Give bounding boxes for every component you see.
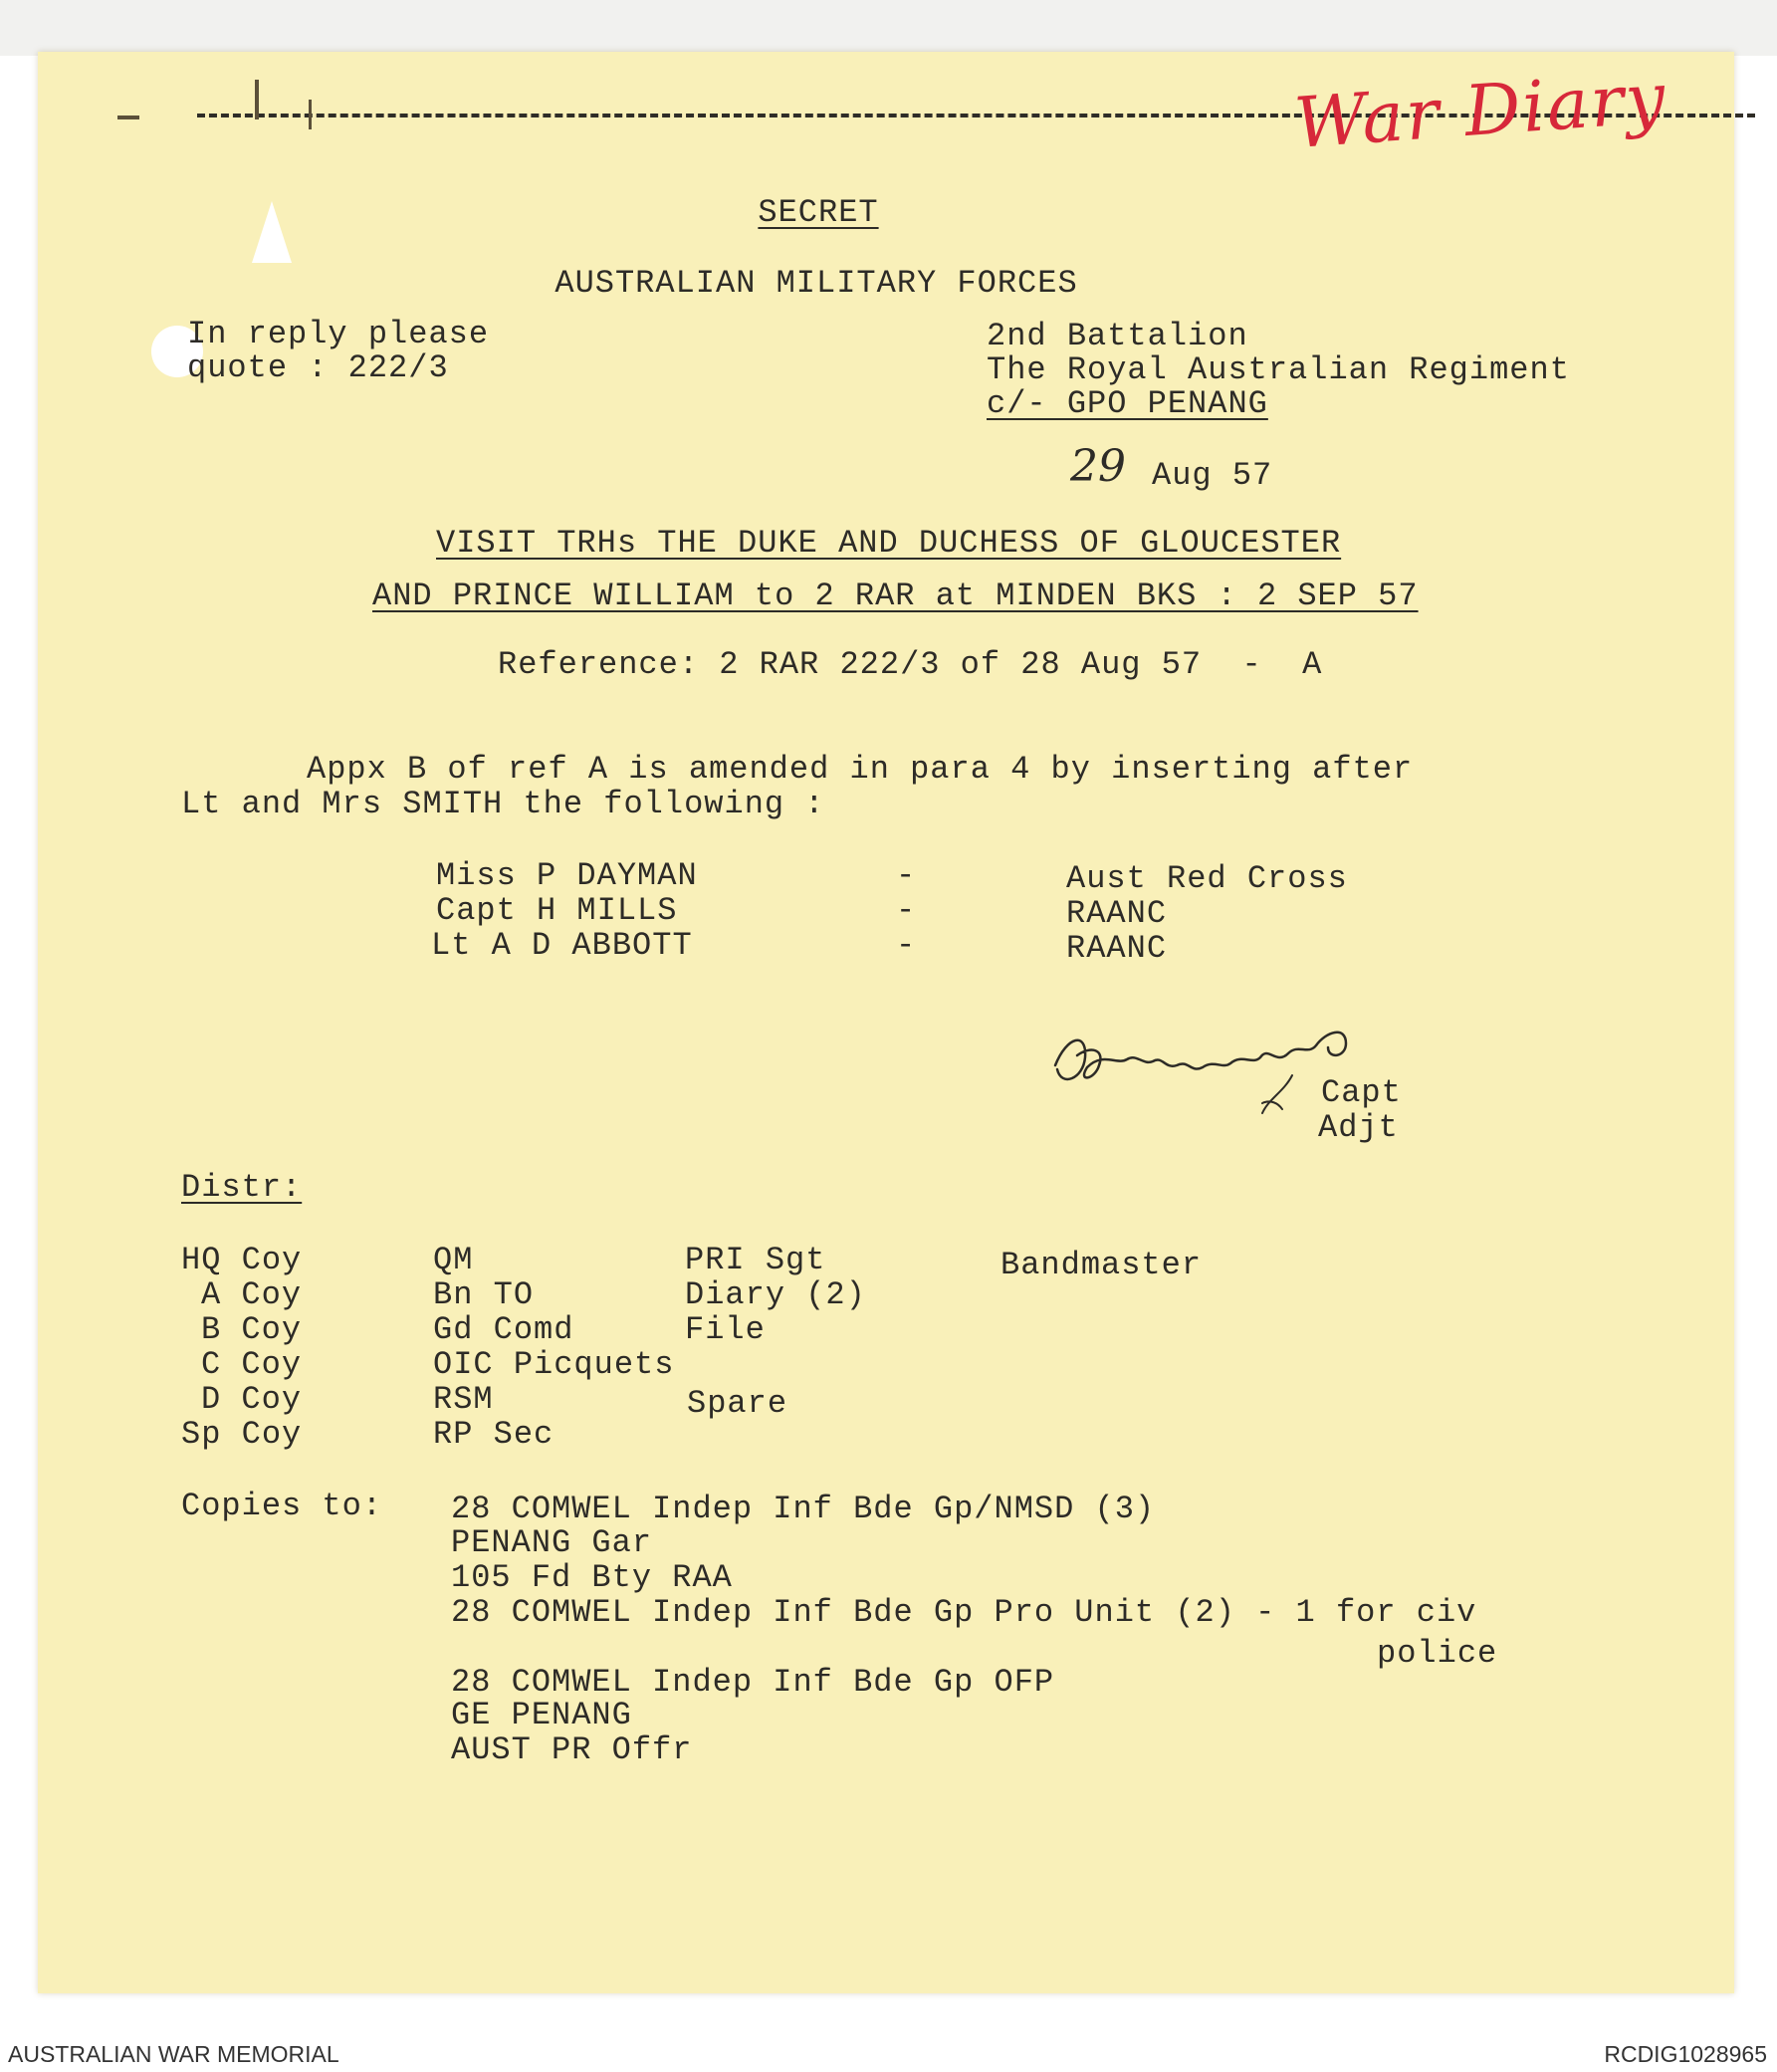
insertion-name: Lt A D ABBOTT — [431, 927, 693, 964]
paper-tear — [252, 201, 292, 263]
reply-ref-line1: In reply please — [187, 316, 490, 352]
insertion-org: Aust Red Cross — [1066, 860, 1348, 897]
unit-address-line3: c/- GPO PENANG — [987, 385, 1268, 422]
body-line-2: Lt and Mrs SMITH the following : — [181, 786, 825, 822]
war-diary-annotation: War Diary — [1291, 57, 1669, 164]
copy-recipient: 28 COMWEL Indep Inf Bde Gp/NMSD (3) — [451, 1491, 1156, 1527]
archive-id: RCDIG1028965 — [1604, 2041, 1767, 2067]
distr-item: D Coy — [201, 1381, 303, 1418]
copy-recipient-continuation: police — [1377, 1635, 1498, 1672]
copy-recipient: 28 COMWEL Indep Inf Bde Gp Pro Unit (2) - 1 for civ — [451, 1594, 1477, 1631]
reply-ref-line2: quote : 222/3 — [187, 349, 449, 386]
insertion-dash: - — [896, 927, 917, 964]
distr-item: Bn TO — [433, 1276, 535, 1313]
distr-item: Spare — [687, 1385, 788, 1422]
subject-line-1: VISIT TRHs THE DUKE AND DUCHESS OF GLOUCESTER — [436, 525, 1342, 562]
distr-item: QM — [433, 1242, 474, 1278]
distr-item: RP Sec — [433, 1416, 555, 1453]
reference-line: Reference: 2 RAR 222/3 of 28 Aug 57 - A — [498, 646, 1323, 683]
insertion-org: RAANC — [1066, 895, 1168, 932]
distr-item: PRI Sgt — [685, 1242, 826, 1278]
subject-line-2: AND PRINCE WILLIAM to 2 RAR at MINDEN BKS : 2 SEP 57 — [372, 577, 1419, 614]
signature-rank: Capt — [1321, 1074, 1402, 1111]
insertion-dash: - — [896, 857, 917, 894]
distr-item: Sp Coy — [181, 1416, 303, 1453]
pencil-mark — [309, 100, 312, 129]
signature-role: Adjt — [1318, 1109, 1399, 1146]
copy-recipient: 28 COMWEL Indep Inf Bde Gp OFP — [451, 1664, 1055, 1701]
distr-item: A Coy — [201, 1276, 303, 1313]
date-month-year: Aug 57 — [1152, 457, 1273, 494]
unit-address-line1: 2nd Battalion — [987, 318, 1248, 354]
insertion-org: RAANC — [1066, 930, 1168, 967]
archive-credit: AUSTRALIAN WAR MEMORIAL — [8, 2041, 339, 2067]
pencil-mark — [255, 80, 259, 119]
date-day-handwritten: 29 — [1070, 441, 1126, 492]
insertion-dash: - — [896, 892, 917, 929]
distr-item: RSM — [433, 1381, 494, 1418]
distr-item: Diary (2) — [685, 1276, 866, 1313]
copy-recipient: 105 Fd Bty RAA — [451, 1559, 733, 1596]
insertion-name: Miss P DAYMAN — [436, 857, 698, 894]
distr-item: HQ Coy — [181, 1242, 303, 1278]
distr-item: OIC Picquets — [433, 1346, 675, 1383]
body-line-1: Appx B of ref A is amended in para 4 by inserting after — [307, 751, 1414, 788]
classification: SECRET — [758, 194, 879, 231]
distr-item: Bandmaster — [1000, 1247, 1203, 1283]
copy-recipient: PENANG Gar — [451, 1524, 653, 1561]
unit-address-line2: The Royal Australian Regiment — [987, 351, 1570, 388]
distribution-label: Distr: — [181, 1169, 303, 1206]
pencil-mark — [117, 115, 139, 119]
distr-item: File — [685, 1311, 766, 1348]
distr-item: Gd Comd — [433, 1311, 574, 1348]
scanner-strip — [0, 0, 1777, 56]
copy-recipient: AUST PR Offr — [451, 1731, 693, 1768]
insertion-name: Capt H MILLS — [436, 892, 678, 929]
copy-recipient: GE PENANG — [451, 1697, 632, 1733]
distr-item: B Coy — [201, 1311, 303, 1348]
organisation-heading: AUSTRALIAN MILITARY FORCES — [555, 265, 1078, 302]
distr-item: C Coy — [201, 1346, 303, 1383]
copies-label: Copies to: — [181, 1488, 383, 1524]
